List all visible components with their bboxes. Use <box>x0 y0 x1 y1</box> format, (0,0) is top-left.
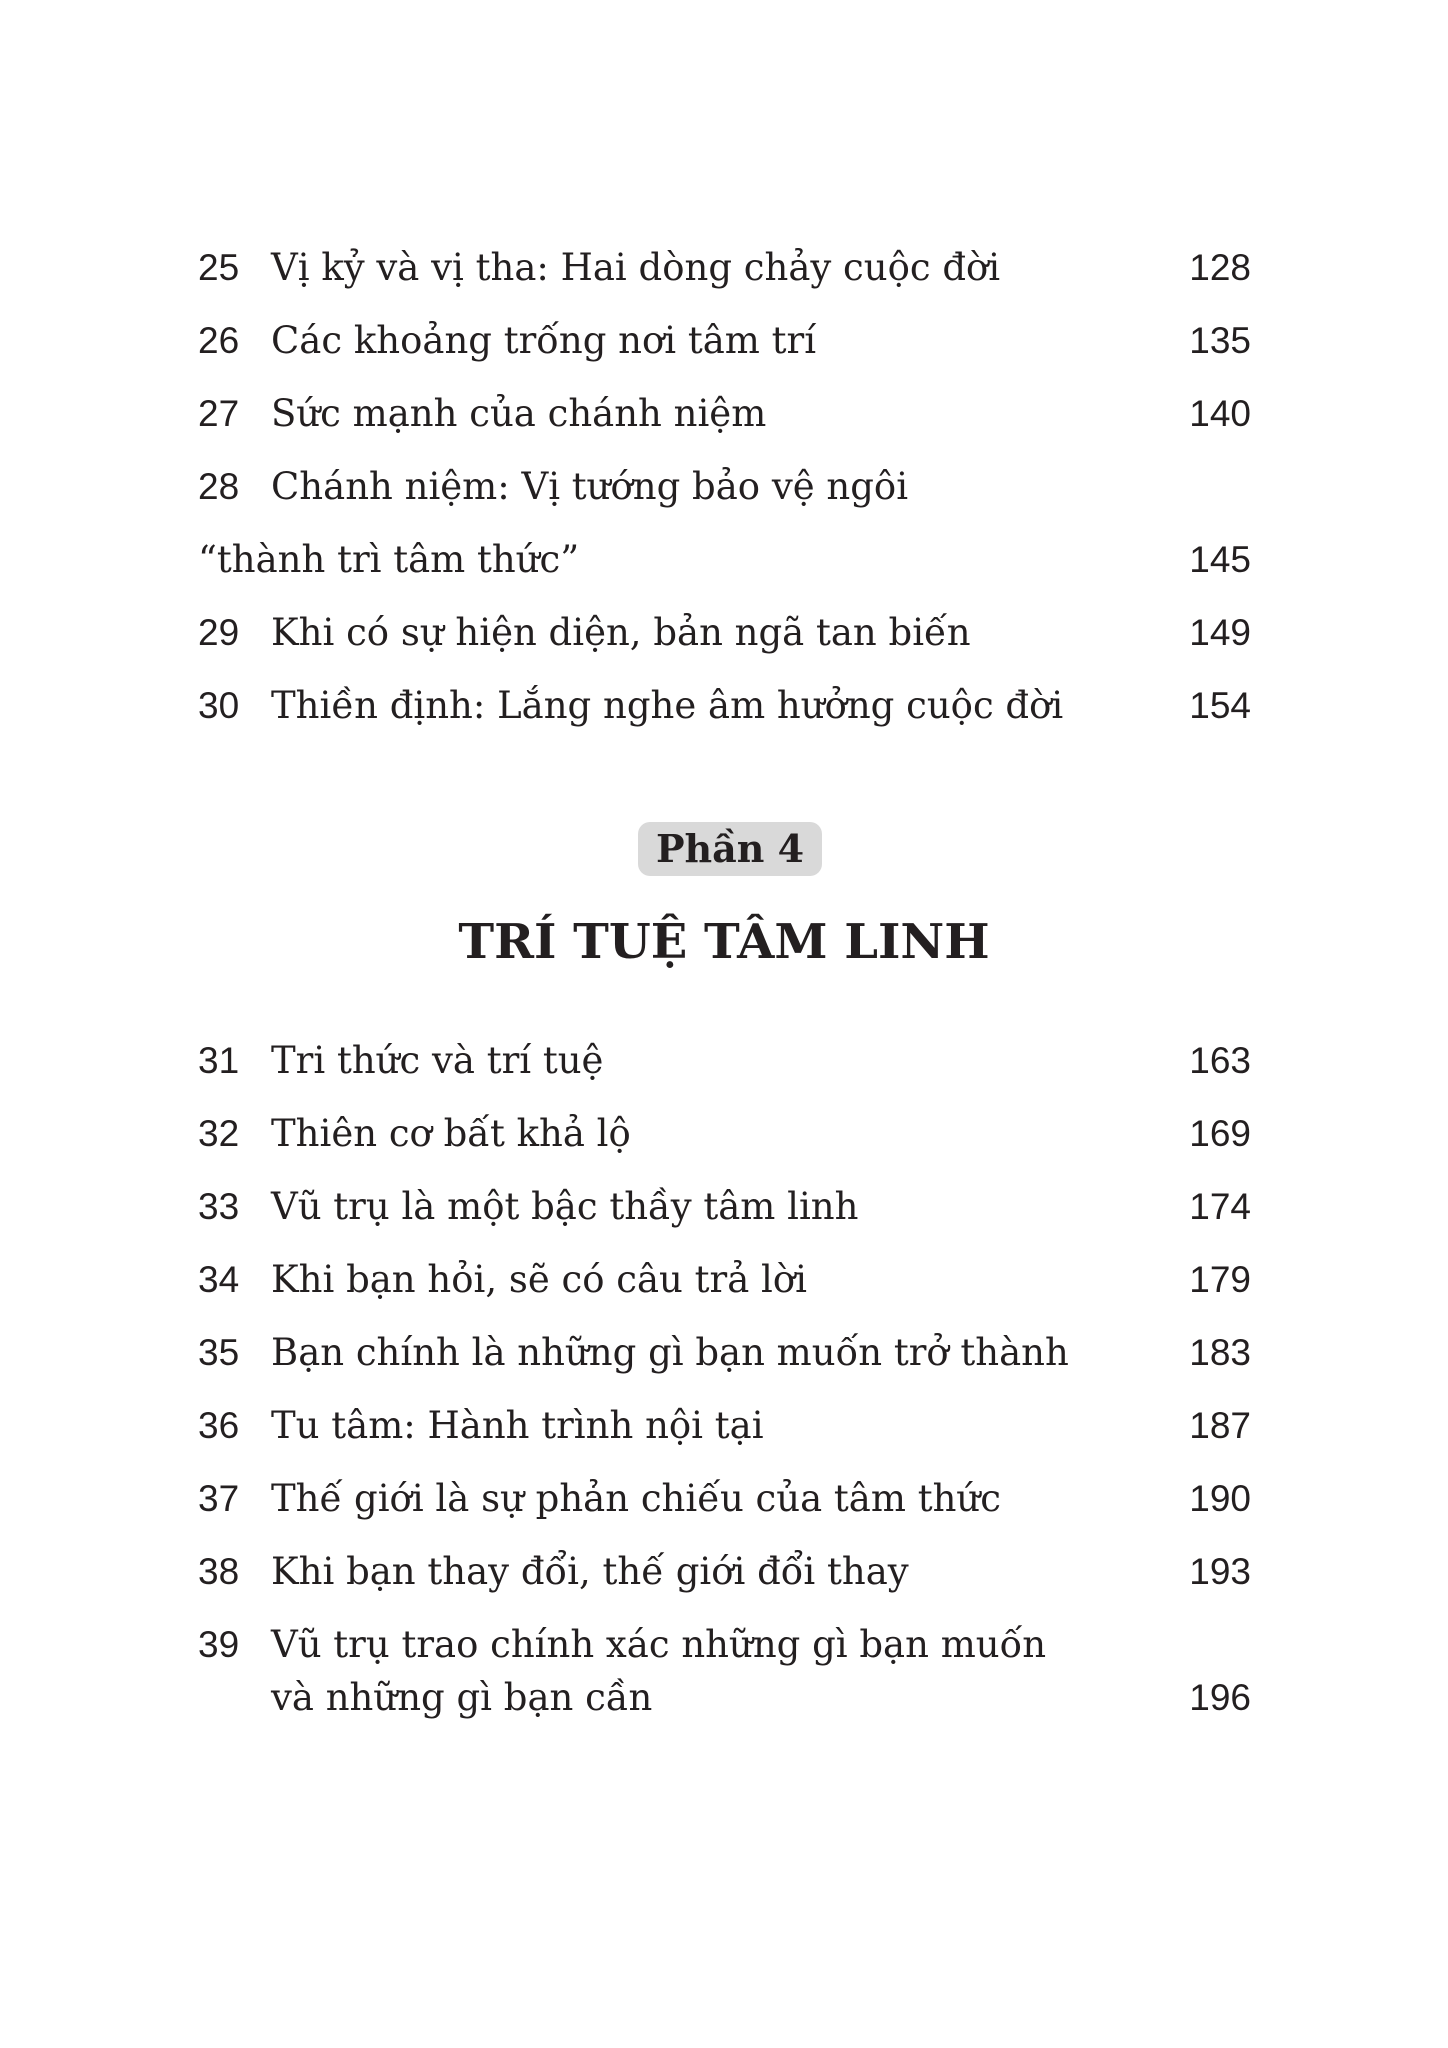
toc-entry-number: 27 <box>198 393 240 434</box>
toc-entry-title-continued: và những gì bạn cần <box>271 1676 653 1719</box>
toc-entry-number: 31 <box>198 1040 240 1081</box>
toc-entry-title: Thiên cơ bất khả lộ <box>271 1112 631 1155</box>
toc-entry-title: Khi bạn hỏi, sẽ có câu trả lời <box>271 1258 807 1301</box>
toc-entry-page: 187 <box>1189 1405 1251 1446</box>
toc-entry-number: 26 <box>198 320 240 361</box>
toc-entry-number: 29 <box>198 612 240 653</box>
toc-entry-title: Các khoảng trống nơi tâm trí <box>271 319 817 362</box>
toc-entry-page: 174 <box>1189 1186 1251 1227</box>
toc-entry-page: 193 <box>1189 1551 1251 1592</box>
toc-entry-page: 183 <box>1189 1332 1251 1373</box>
toc-entry-title: Khi có sự hiện diện, bản ngã tan biến <box>271 611 971 654</box>
toc-entry-title: Tri thức và trí tuệ <box>271 1039 604 1082</box>
toc-entry-title: Sức mạnh của chánh niệm <box>271 392 767 435</box>
toc-entry-page: 190 <box>1189 1478 1251 1519</box>
toc-entry-number: 39 <box>198 1624 240 1665</box>
toc-entry-title: Vũ trụ là một bậc thầy tâm linh <box>271 1185 859 1228</box>
toc-entry-number: 25 <box>198 247 240 288</box>
part-badge: Phần 4 <box>638 822 822 876</box>
toc-entry-title: Bạn chính là những gì bạn muốn trở thành <box>271 1331 1069 1374</box>
toc-entry-page: 140 <box>1189 393 1251 434</box>
toc-entry-title: Chánh niệm: Vị tướng bảo vệ ngôi <box>271 465 909 508</box>
toc-entry-page: 149 <box>1189 612 1251 653</box>
toc-entry-number: 35 <box>198 1332 240 1373</box>
toc-entry-number: 28 <box>198 466 240 507</box>
toc-entry-title: Vị kỷ và vị tha: Hai dòng chảy cuộc đời <box>271 246 1001 289</box>
toc-entry-page: 169 <box>1189 1113 1251 1154</box>
part-title: TRÍ TUỆ TÂM LINH <box>458 914 990 970</box>
toc-entry-number: 34 <box>198 1259 240 1300</box>
toc-entry-number: 37 <box>198 1478 240 1519</box>
toc-entry-page: 145 <box>1189 539 1251 580</box>
toc-entry-title: Thế giới là sự phản chiếu của tâm thức <box>271 1477 1001 1520</box>
toc-entry-title: Tu tâm: Hành trình nội tại <box>271 1404 764 1447</box>
toc-entry-page: 179 <box>1189 1259 1251 1300</box>
toc-entry-title-continued: “thành trì tâm thức” <box>198 538 580 581</box>
toc-entry-page: 135 <box>1189 320 1251 361</box>
toc-entry-title: Khi bạn thay đổi, thế giới đổi thay <box>271 1550 909 1593</box>
toc-entry-page: 196 <box>1189 1677 1251 1718</box>
toc-entry-page: 163 <box>1189 1040 1251 1081</box>
toc-entry-number: 32 <box>198 1113 240 1154</box>
toc-entry-number: 30 <box>198 685 240 726</box>
toc-entry-page: 154 <box>1189 685 1251 726</box>
toc-entry-number: 33 <box>198 1186 240 1227</box>
toc-entry-title: Thiền định: Lắng nghe âm hưởng cuộc đời <box>271 684 1064 727</box>
toc-entry-page: 128 <box>1189 247 1251 288</box>
toc-entry-number: 38 <box>198 1551 240 1592</box>
toc-entry-title: Vũ trụ trao chính xác những gì bạn muốn <box>271 1623 1047 1666</box>
toc-entry-number: 36 <box>198 1405 240 1446</box>
